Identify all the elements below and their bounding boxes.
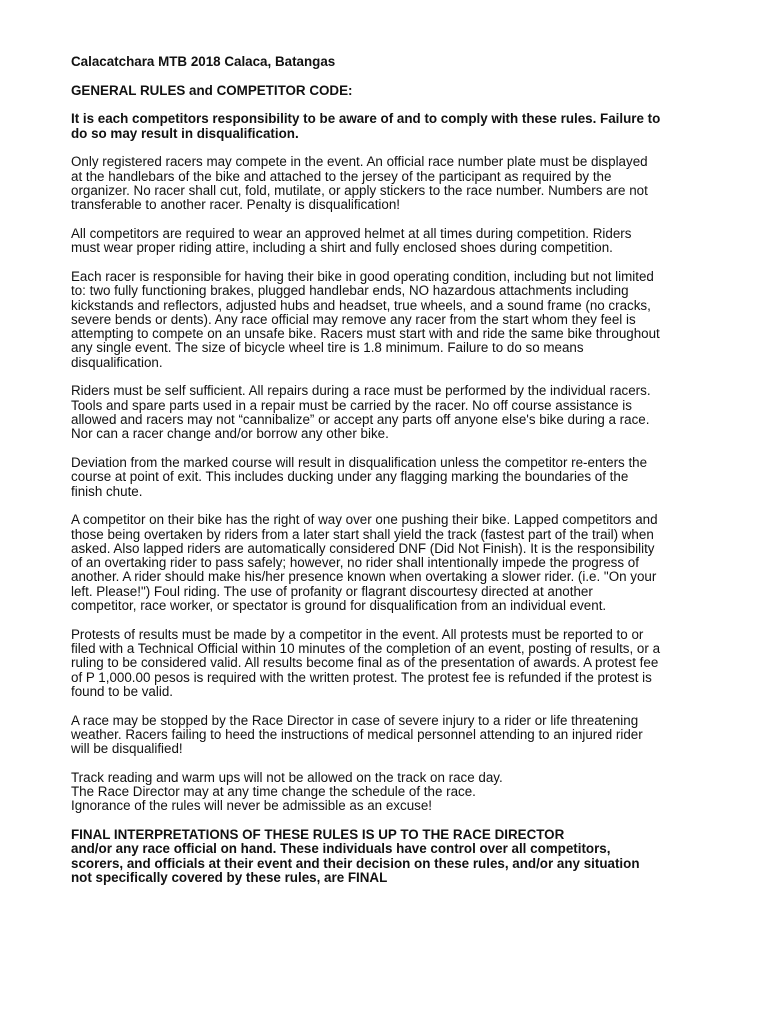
intro-paragraph: It is each competitors responsibility to be aware of and to comply with these rules. Failure to do so may result in disqualification. [71, 111, 661, 141]
rule-paragraph-course-deviation: Deviation from the marked course will result in disqualification unless the competitor re-enters the course at point of exit. This includes ducking under any flagging marking the boundaries of the finish chute. [71, 454, 648, 499]
rule-paragraph-self-sufficient: Riders must be self sufficient. All repairs during a race must be performed by the individual racers. Tools and spare parts used in a repair must be carried by the racer. No off course assistance is allowed and racers may not “cannibalize” or accept any parts off anyone else's bike during a race. Nor can a racer change and/or borrow any other bike. [71, 383, 651, 442]
final-text: and/or any race official on hand. These individuals have control over all competitors, scorers, and officials at their event and their decision on these rules, and/or any situation not specifically covered by these rules, are FINAL [71, 841, 640, 886]
rule-paragraph-protests: Protests of results must be made by a competitor in the event. All protests must be reported to or filed with a Technical Official within 10 minutes of the completion of an event, posting of results, or a ruling to be considered valid. All results become final as of the presentation of awards. A protest fee of P 1,000.00 pesos is required with the written protest. The protest fee is refunded if the protest is found to be valid. [71, 626, 661, 699]
rule-paragraph-race-stop: A race may be stopped by the Race Director in case of severe injury to a rider or life threatening weather. Racers failing to heed the instructions of medical personnel attending to an injured rider will be disqualified! [71, 712, 643, 757]
short-rule-track-reading: Track reading and warm ups will not be allowed on the track on race day. [71, 769, 503, 785]
document-title: Calacatchara MTB 2018 Calaca, Batangas [71, 54, 336, 69]
short-rules-block [71, 771, 661, 814]
rule-paragraph-bike-condition: Each racer is responsible for having their bike in good operating condition, including but not limited to: two fully functioning brakes, plugged handlebar ends, NO hazardous attachments including kickstands and reflectors, adjusted hubs and headset, true wheels, and a sound frame (no cracks, severe bends or dents). Any race official may remove any racer from the start whom they feel is attempting to compete on an unsafe bike. Racers must start with and ride the same bike throughout any single event. The size of bicycle wheel tire is 1.8 minimum. Failure to do so means disqualification. [71, 268, 660, 370]
rule-paragraph-right-of-way: A competitor on their bike has the right of way over one pushing their bike. Lapped competitors and those being overtaken by riders from a later start shall yield the track (fastest part of the trail) when asked. Also lapped riders are automatically considered DNF (Did Not Finish). It is the responsibility of an overtaking rider to pass safely; however, no rider shall intentionally impede the progress of another. A rider should make his/her presence known when overtaking a slower rider. (i.e. "On your left. Please!") Foul riding. The use of profanity or flagrant discourtesy directed at another competitor, race worker, or spectator is ground for disqualification from an individual event. [71, 512, 658, 614]
rule-paragraph-helmet: All competitors are required to wear an approved helmet at all times during competition. Riders must wear proper riding attire, including a shirt and fully enclosed shoes during competition. [71, 225, 632, 256]
document-page [71, 55, 661, 900]
final-heading: FINAL INTERPRETATIONS OF THESE RULES IS UP TO THE RACE DIRECTOR [71, 827, 565, 843]
short-rule-schedule: The Race Director may at any time change the schedule of the race. [71, 784, 476, 800]
final-interpretations-block [71, 828, 661, 885]
short-rule-ignorance: Ignorance of the rules will never be admissible as an excuse! [71, 798, 432, 814]
section-heading: GENERAL RULES and COMPETITOR CODE: [71, 82, 353, 98]
rule-paragraph-registration: Only registered racers may compete in the event. An official race number plate must be displayed at the handlebars of the bike and attached to the jersey of the participant as required by the organizer. No racer shall cut, fold, mutilate, or apply stickers to the race number. Numbers are not transferable to another racer. Penalty is disqualification! [71, 154, 648, 213]
